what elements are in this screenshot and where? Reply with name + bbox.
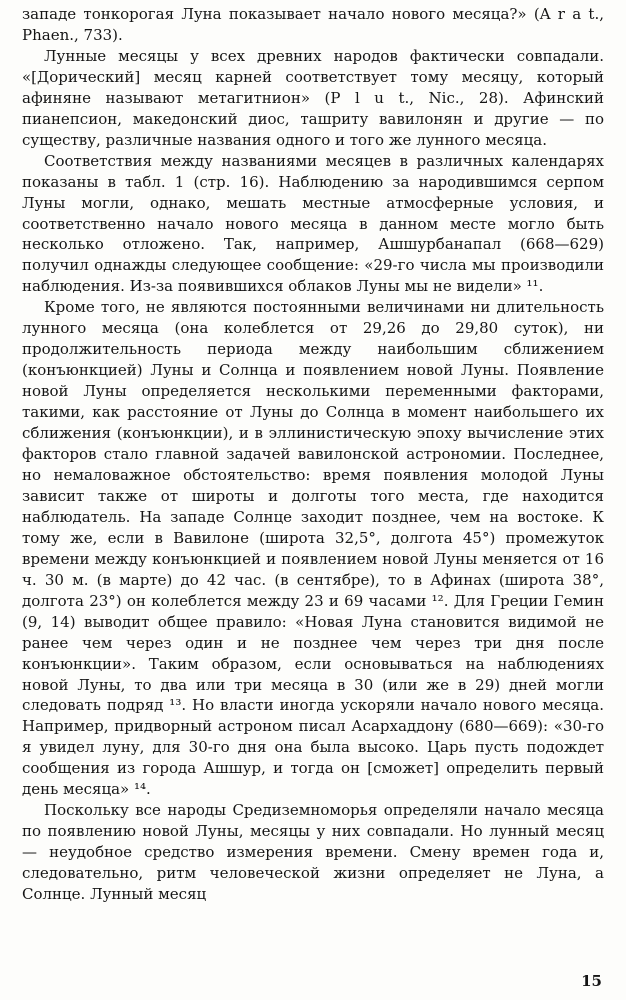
paragraph-continued: западе тонкорогая Луна показывает начало нового месяца?» (A r a t., Phaen., 733). — [22, 5, 604, 44]
body-text — [22, 4, 604, 905]
paragraph-lunar-months: Лунные месяцы у всех древних народов фактически совпадали. «[Дорический] месяц карней соответствует тому месяцу, который афиняне называют метагитнион» (P l u t., Nic., 28). Афинский пианепсион, македонский диос, ташриту вавилонян и другие — по существу, различные названия одного и того же лунного месяца. — [22, 46, 604, 149]
paragraph-month-length: Кроме того, не являются постоянными величинами ни длительность лунного месяца (она колеблется от 29,26 до 29,80 суток), ни продолжительность периода между наибольшим сближением (конъюнкцией) Луны и Солнца и появлением новой Луны. Появление новой Луны определяется несколькими переменными факторами, такими, как расстояние от Луны до Солнца в момент наибольшего их сближения (конъюнкции), и в эллинистическую эпоху вычисление этих факторов стало главной задачей вавилонской астрономии. Последнее, но немаловажное обстоятельство: время появления молодой Луны зависит также от широты и долготы того места, где находится наблюдатель. На западе Солнце заходит позднее, чем на востоке. К тому же, если в Вавилоне (широта 32,5°, долгота 45°) промежуток времени между конъюнкцией и появлением новой Луны меняется от 16 ч. 30 м. (в марте) до 42 час. (в сентябре), то в Афинах (широта 38°, долгота 23°) он колеблется между 23 и 69 часами ¹². Для Греции Гемин (9, 14) выводит общее правило: «Новая Луна становится видимой не ранее чем через один и не позднее чем через три дня после конъюнкции». Таким образом, если основываться на наблюдениях новой Луны, то два или три месяца в 30 (или же в 29) дней могли следовать подряд ¹³. Но власти иногда ускоряли начало нового месяца. Например, придворный астроном писал Асархаддону (680—669): «30-го я увидел луну, для 30-го дня она была высоко. Царь пусть подождет сообщения из города Ашшур, и тогда он [сможет] определить первый день месяца» ¹⁴. — [22, 298, 604, 799]
page-number: 15 — [581, 972, 602, 990]
paragraph-mediterranean: Поскольку все народы Средиземноморья определяли начало месяца по появлению новой Луны, месяцы у них совпадали. Но лунный месяц — неудобное средство измерения времени. Смену времен года и, следовательно, ритм человеческой жизни определяет не Луна, а Солнце. Лунный месяц — [22, 801, 604, 904]
paragraph-calendar-correspondence: Соответствия между названиями месяцев в различных календарях показаны в табл. 1 (стр. 16). Наблюдению за народившимся серпом Луны могли, однако, мешать местные атмосферные условия, и соответственно начало нового месяца в данном месте могло быть несколько отложено. Так, например, Ашшурбанапал (668—629) получил однажды следующее сообщение: «29-го числа мы производили наблюдения. Из-за появившихся облаков Луны мы не видели» ¹¹. — [22, 151, 604, 296]
